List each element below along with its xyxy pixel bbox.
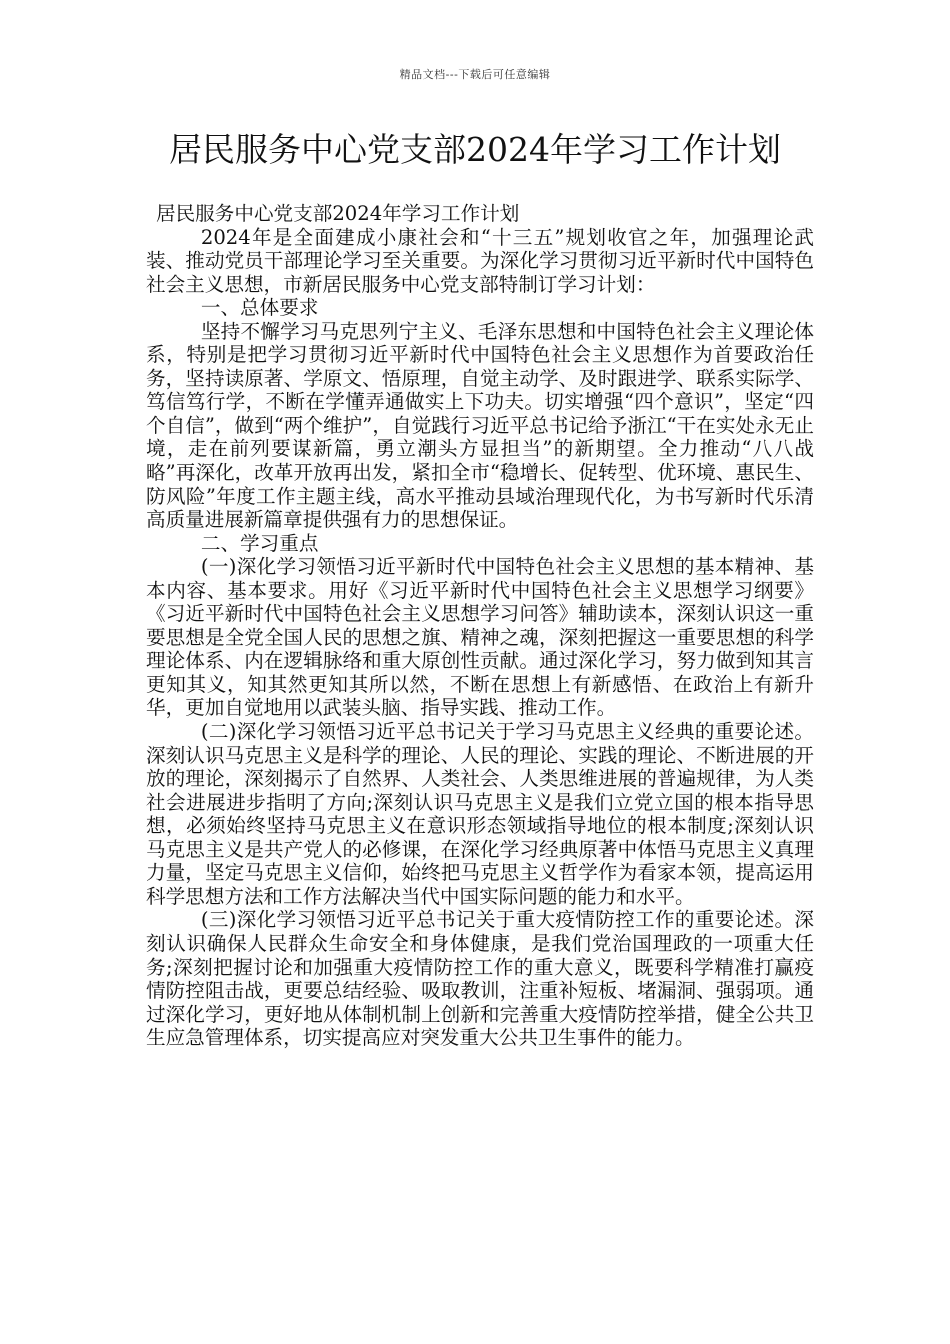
document-body <box>146 202 814 1050</box>
general-requirements-paragraph: 坚持不懈学习马克思列宁主义、毛泽东思想和中国特色社会主义理论体系，特别是把学习贯彻习近平新时代中国特色社会主义思想作为首要政治任务，坚持读原著、学原文、悟原理，自觉主动学、及时跟进学、联系实际学、笃信笃行学，不断在学懂弄通做实上下功夫。切实增强“四个意识”，坚定“四个自信”，做到“两个维护”，自觉践行习近平总书记给予浙江“干在实处永无止境，走在前列要谋新篇，勇立潮头方显担当”的新期望。全力推动“八八战略”再深化，改革开放再出发，紧扣全市“稳增长、促转型、优环境、惠民生、防风险”年度工作主题主线，高水平推动县域治理现代化，为书写新时代乐清高质量进展新篇章提供强有力的思想保证。 <box>146 319 814 532</box>
section-heading-general-requirements: 一、总体要求 <box>200 296 319 320</box>
document-title: 居民服务中心党支部2024年学习工作计划 <box>169 130 781 169</box>
document-subtitle: 居民服务中心党支部2024年学习工作计划 <box>156 202 520 225</box>
study-focus-item-1: (一)深化学习领悟习近平新时代中国特色社会主义思想的基本精神、基本内容、基本要求。用好《习近平新时代中国特色社会主义思想学习纲要》《习近平新时代中国特色社会主义思想学习问答》辅助读本，深刻认识这一重要思想是全党全国人民的思想之旗、精神之魂，深刻把握这一重要思想的科学理论体系、内在逻辑脉络和重大原创性贡献。通过深化学习，努力做到知其言更知其义，知其然更知其所以然，不断在思想上有新感悟、在政治上有新升华，更加自觉地用以武装头脑、指导实践、推动工作。 <box>146 555 814 720</box>
page-header-note: 精品文档---下载后可任意编辑 <box>399 68 551 81</box>
study-focus-item-2: (二)深化学习领悟习近平总书记关于学习马克思主义经典的重要论述。深刻认识马克思主义是科学的理论、人民的理论、实践的理论、不断进展的开放的理论，深刻揭示了自然界、人类社会、人类思维进展的普遍规律，为人类社会进展进步指明了方向;深刻认识马克思主义是我们立党立国的根本指导思想，必须始终坚持马克思主义在意识形态领域指导地位的根本制度;深刻认识马克思主义是共产党人的必修课，在深化学习经典原著中体悟马克思主义真理力量，坚定马克思主义信仰，始终把马克思主义哲学作为看家本领，提高运用科学思想方法和工作方法解决当代中国实际问题的能力和水平。 <box>146 720 814 908</box>
intro-paragraph: 2024年是全面建成小康社会和“十三五”规划收官之年，加强理论武装、推动党员干部理论学习至关重要。为深化学习贯彻习近平新时代中国特色社会主义思想，市新居民服务中心党支部特制订学习计划： <box>146 225 814 296</box>
section-heading-study-focus: 二、学习重点 <box>200 531 319 555</box>
study-focus-item-3: (三)深化学习领悟习近平总书记关于重大疫情防控工作的重要论述。深刻认识确保人民群众生命安全和身体健康，是我们党治国理政的一项重大任务;深刻把握讨论和加强重大疫情防控工作的重大意义，既要科学精准打赢疫情防控阻击战，更要总结经验、吸取教训，注重补短板、堵漏洞、强弱项。通过深化学习，更好地从体制机制上创新和完善重大疫情防控举措，健全公共卫生应急管理体系，切实提高应对突发重大公共卫生事件的能力。 <box>146 908 814 1050</box>
